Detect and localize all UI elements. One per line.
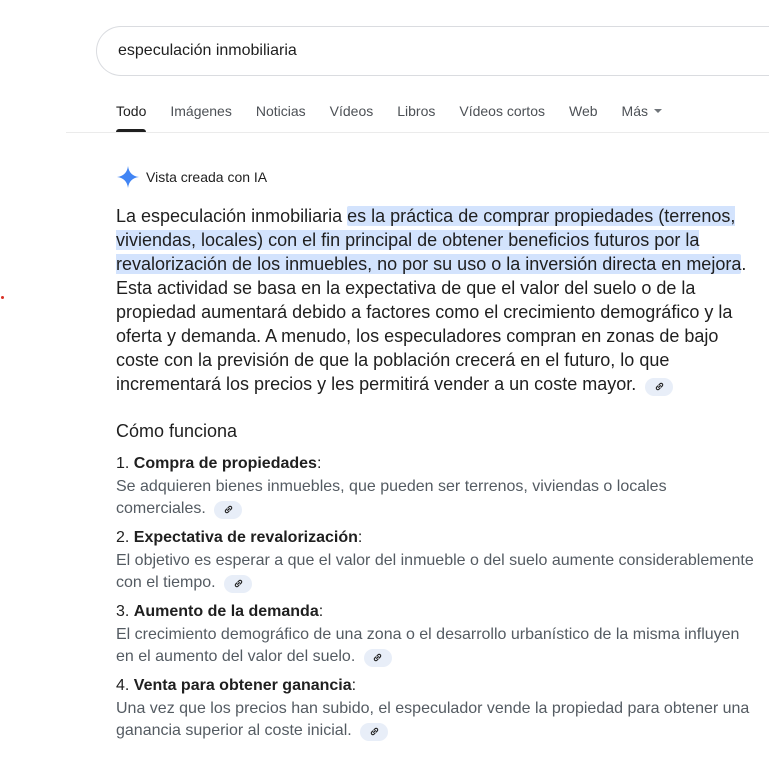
tab-noticias[interactable]	[256, 100, 306, 132]
step-description	[116, 550, 756, 594]
search-bar[interactable]	[96, 26, 769, 76]
tab-web[interactable]	[569, 100, 598, 132]
step-description	[116, 698, 756, 742]
source-link-button[interactable]	[214, 501, 242, 519]
source-link-button[interactable]	[224, 575, 252, 593]
summary-suffix: . Esta actividad se basa en la expectativa de que el valor del suelo o de la propiedad aumentará debido a factores como el crecimiento demográfico y la oferta y demanda. A menudo, los especuladores compran en zonas de bajo coste con la previsión de que la población crecerá en el futuro, lo que incrementará los precios y les permitirá vender a un coste mayor.	[116, 254, 747, 394]
link-icon	[654, 381, 665, 392]
step-title: Compra de propiedades	[133, 455, 317, 472]
step-number: 2.	[116, 529, 130, 546]
ai-overview-summary	[116, 204, 756, 396]
step-description	[116, 476, 756, 520]
sparkle-icon	[116, 165, 140, 189]
link-icon	[369, 726, 380, 737]
step-number: 3.	[116, 603, 130, 620]
caret-down-icon	[654, 109, 662, 113]
tab-label: Todo	[116, 103, 147, 119]
ai-overview-label: Vista creada con IA	[146, 169, 268, 185]
tab-label: Libros	[397, 103, 436, 119]
source-link-button[interactable]	[360, 723, 388, 741]
list-item	[116, 452, 756, 520]
tab-label: Noticias	[255, 103, 306, 119]
step-desc-text: El objetivo es esperar a que el valor del inmueble o del suelo aumente considerablemente con el tiempo.	[116, 552, 754, 591]
tab-imagenes[interactable]	[170, 100, 231, 132]
step-heading: 1. Compra de propiedades:	[116, 455, 322, 472]
step-title: Aumento de la demanda	[133, 603, 319, 620]
tab-videos-cortos[interactable]	[459, 100, 545, 132]
source-link-button[interactable]	[364, 649, 392, 667]
step-desc-text: Una vez que los precios han subido, el especulador vende la propiedad para obtener una ganancia superior al coste inicial.	[116, 700, 750, 739]
step-title: Expectativa de revalorización	[133, 529, 358, 546]
tab-label: Vídeos	[329, 103, 374, 119]
tab-libros[interactable]	[397, 100, 435, 132]
tab-mas[interactable]	[622, 100, 662, 132]
tab-videos[interactable]	[330, 100, 374, 132]
list-item	[116, 526, 756, 594]
search-input[interactable]	[118, 27, 718, 75]
step-heading: 4. Venta para obtener ganancia:	[116, 677, 357, 694]
summary-highlight: es la práctica de comprar propiedades (terrenos, viviendas, locales) con el fin principal de obtener beneficios futuros por la revalorización de los inmuebles, no por su uso o la inversión directa en mejora	[116, 206, 742, 274]
section-title: Cómo funciona	[116, 421, 238, 441]
steps-list	[116, 452, 756, 748]
ai-overview-header	[116, 165, 267, 189]
link-icon	[233, 578, 244, 589]
tab-todo[interactable]	[116, 100, 146, 132]
step-title: Venta para obtener ganancia	[133, 677, 352, 694]
step-description	[116, 624, 756, 668]
step-heading: 3. Aumento de la demanda:	[116, 603, 324, 620]
summary-prefix: La especulación inmobiliaria	[116, 206, 348, 226]
tab-label: Imágenes	[170, 103, 232, 119]
tab-label: Vídeos cortos	[459, 103, 545, 119]
step-desc-text: El crecimiento demográfico de una zona o el desarrollo urbanístico de la misma influyen en el aumento del valor del suelo.	[116, 626, 740, 665]
tab-label: Web	[568, 103, 598, 119]
link-icon	[223, 504, 234, 515]
step-heading: 2. Expectativa de revalorización:	[116, 529, 363, 546]
step-desc-text: Se adquieren bienes inmuebles, que pueden ser terrenos, viviendas o locales comerciales.	[116, 478, 667, 517]
list-item	[116, 674, 756, 742]
tab-label: Más	[621, 103, 648, 119]
search-tabs	[116, 100, 686, 134]
step-number: 4.	[116, 677, 130, 694]
tabs-divider	[66, 132, 769, 133]
source-link-button[interactable]	[645, 378, 673, 396]
edge-marker-dot	[1, 296, 4, 299]
link-icon	[372, 652, 383, 663]
step-number: 1.	[116, 455, 130, 472]
list-item	[116, 600, 756, 668]
